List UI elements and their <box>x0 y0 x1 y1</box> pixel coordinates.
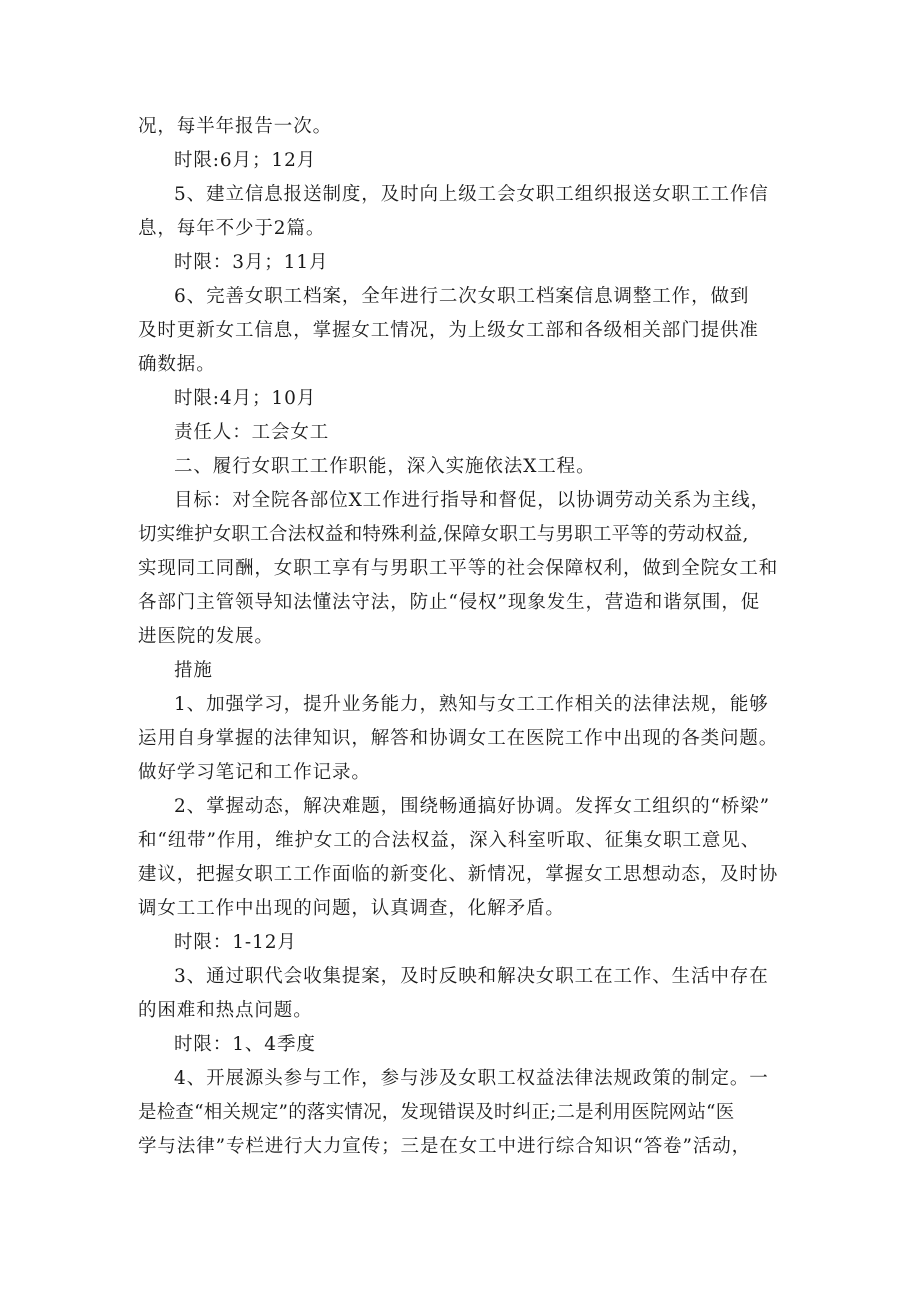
text-line: 时限:4月；10月 <box>174 388 317 409</box>
text-line: 是检查“相关规定”的落实情况，发现错误及时纠正;二是利用医院网站“医 <box>138 1102 735 1123</box>
text-line: 6、完善女职工档案，全年进行二次女职工档案信息调整工作，做到 <box>174 286 750 307</box>
text-line: 5、建立信息报送制度，及时向上级工会女职工组织报送女职工工作信 <box>174 184 769 205</box>
text-line: 建议，把握女职工工作面临的新变化、新情况，掌握女工思想动态，及时协 <box>138 864 779 885</box>
text-line: 况，每半年报告一次。 <box>138 116 333 137</box>
text-line: 各部门主管领导知法懂法守法，防止“侵权”现象发生，营造和谐氛围，促 <box>138 592 761 613</box>
text-line: 责任人：工会女工 <box>174 422 330 443</box>
document-body <box>138 110 798 1164</box>
text-line: 调女工工作中出现的问题，认真调查，化解矛盾。 <box>138 898 565 919</box>
text-line: 进医院的发展。 <box>138 626 274 647</box>
text-line: 时限：1、4季度 <box>174 1034 316 1055</box>
text-line: 运用自身掌握的法律知识，解答和协调女工在医院工作中出现的各类问题。 <box>138 728 779 749</box>
text-line: 二、履行女职工工作职能，深入实施依法X工程。 <box>174 456 596 477</box>
text-line: 2、掌握动态，解决难题，围绕畅通搞好协调。发挥女工组织的“桥梁” <box>174 796 770 817</box>
text-line: 4、开展源头参与工作，参与涉及女职工权益法律法规政策的制定。一 <box>174 1068 769 1089</box>
text-line: 实现同工同酬，女职工享有与男职工平等的社会保障权利，做到全院女工和 <box>138 558 779 579</box>
text-line: 时限：3月；11月 <box>174 252 329 273</box>
text-line: 3、通过职代会收集提案，及时反映和解决女职工在工作、生活中存在 <box>174 966 769 987</box>
text-line: 的困难和热点问题。 <box>138 1000 313 1021</box>
text-line: 学与法律”专栏进行大力宣传；三是在女工中进行综合知识“答卷”活动， <box>138 1136 752 1157</box>
text-line: 及时更新女工信息，掌握女工情况，为上级女工部和各级相关部门提供准 <box>138 320 759 341</box>
text-line: 时限：1-12月 <box>174 932 297 953</box>
text-line: 目标：对全院各部位X工作进行指导和督促，以协调劳动关系为主线， <box>174 490 771 511</box>
text-line: 和“纽带”作用，维护女工的合法权益，深入科室听取、征集女职工意见、 <box>138 830 761 851</box>
text-line: 确数据。 <box>138 354 216 375</box>
text-line: 做好学习笔记和工作记录。 <box>138 762 371 783</box>
text-line: 时限:6月；12月 <box>174 150 317 171</box>
text-line: 1、加强学习，提升业务能力，熟知与女工工作相关的法律法规，能够 <box>174 694 769 715</box>
text-line: 息，每年不少于2篇。 <box>138 218 326 239</box>
text-line: 切实维护女职工合法权益和特殊利益,保障女职工与男职工平等的劳动权益, <box>138 524 749 545</box>
text-line: 措施 <box>174 660 213 681</box>
